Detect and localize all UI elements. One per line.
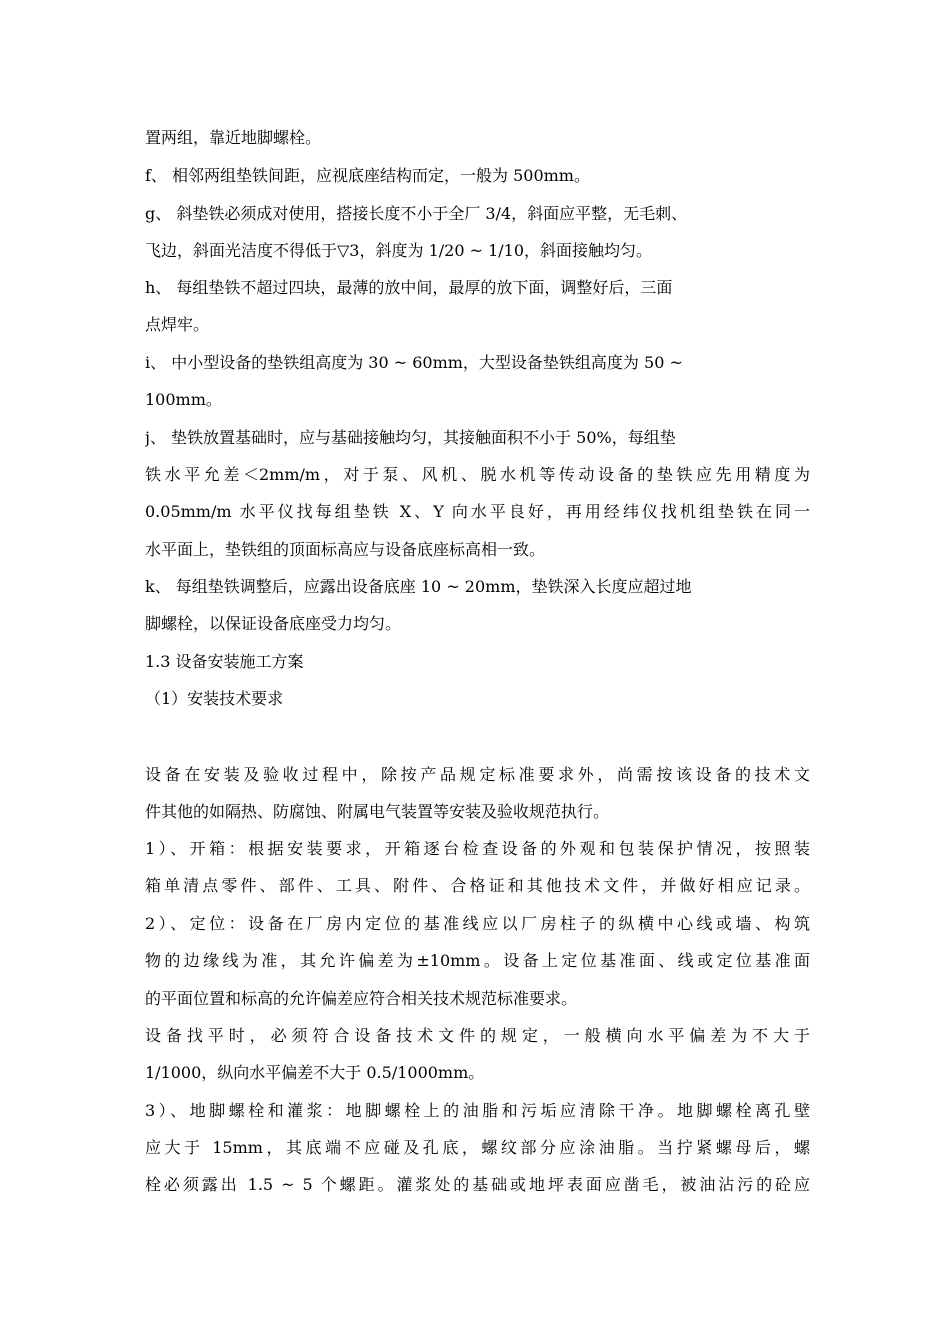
text-line: 脚螺栓，以保证设备底座受力均匀。 xyxy=(145,614,402,633)
text-line: 1/1000，纵向水平偏差不大于 0.5/1000mm。 xyxy=(145,1063,485,1082)
text-line: 1）、开箱：根据安装要求，开箱逐台检查设备的外观和包装保护情况，按照装 xyxy=(145,839,810,858)
text-line: 3）、地脚螺栓和灌浆：地脚螺栓上的油脂和污垢应清除干净。地脚螺栓离孔壁 xyxy=(145,1101,810,1120)
text-line: i、 中小型设备的垫铁组高度为 30 ~ 60mm，大型设备垫铁组高度为 50 ~ xyxy=(145,353,683,372)
subsection-heading: （1）安装技术要求 xyxy=(145,689,284,708)
text-line: 设备找平时，必须符合设备技术文件的规定，一般横向水平偏差为不大于 xyxy=(145,1026,810,1045)
text-line: k、 每组垫铁调整后，应露出设备底座 10 ~ 20mm，垫铁深入长度应超过地 xyxy=(145,577,692,596)
text-line: 2）、定位：设备在厂房内定位的基准线应以厂房柱子的纵横中心线或墙、构筑 xyxy=(145,914,810,933)
text-line: 飞边，斜面光洁度不得低于▽3，斜度为 1/20 ~ 1/10，斜面接触均匀。 xyxy=(145,241,653,260)
text-line: 点焊牢。 xyxy=(145,315,210,334)
text-line: 水平面上，垫铁组的顶面标高应与设备底座标高相一致。 xyxy=(145,540,546,559)
text-line: 100mm。 xyxy=(145,390,222,409)
text-line: 的平面位置和标高的允许偏差应符合相关技术规范标准要求。 xyxy=(145,989,578,1008)
section-heading: 1.3 设备安装施工方案 xyxy=(145,652,304,671)
text-line: 应大于 15mm，其底端不应碰及孔底，螺纹部分应涂油脂。当拧紧螺母后，螺 xyxy=(145,1138,810,1157)
text-line: 物的边缘线为准，其允许偏差为±10mm。设备上定位基准面、线或定位基准面 xyxy=(145,951,810,970)
text-line: 件其他的如隔热、防腐蚀、附属电气装置等安装及验收规范执行。 xyxy=(145,802,610,821)
text-line: 置两组，靠近地脚螺栓。 xyxy=(145,128,322,147)
text-line: 箱单清点零件、部件、工具、附件、合格证和其他技术文件，并做好相应记录。 xyxy=(145,876,810,895)
text-line: 0.05mm/m 水平仪找每组垫铁 X、Y 向水平良好，再用经纬仪找机组垫铁在同一 xyxy=(145,502,810,521)
text-line: 铁水平允差＜2mm/m，对于泵、风机、脱水机等传动设备的垫铁应先用精度为 xyxy=(145,465,810,484)
text-line: h、 每组垫铁不超过四块，最薄的放中间，最厚的放下面，调整好后，三面 xyxy=(145,278,673,297)
text-line: f、 相邻两组垫铁间距，应视底座结构而定，一般为 500mm。 xyxy=(145,166,590,185)
text-line: g、 斜垫铁必须成对使用，搭接长度不小于全厂 3/4，斜面应平整，无毛刺、 xyxy=(145,204,688,223)
text-line: 设备在安装及验收过程中，除按产品规定标准要求外，尚需按该设备的技术文 xyxy=(145,765,810,784)
text-line: j、 垫铁放置基础时，应与基础接触均匀，其接触面积不小于 50%，每组垫 xyxy=(145,428,676,447)
text-line: 栓必须露出 1.5 ~ 5 个螺距。灌浆处的基础或地坪表面应凿毛，被油沾污的砼应 xyxy=(145,1175,810,1194)
